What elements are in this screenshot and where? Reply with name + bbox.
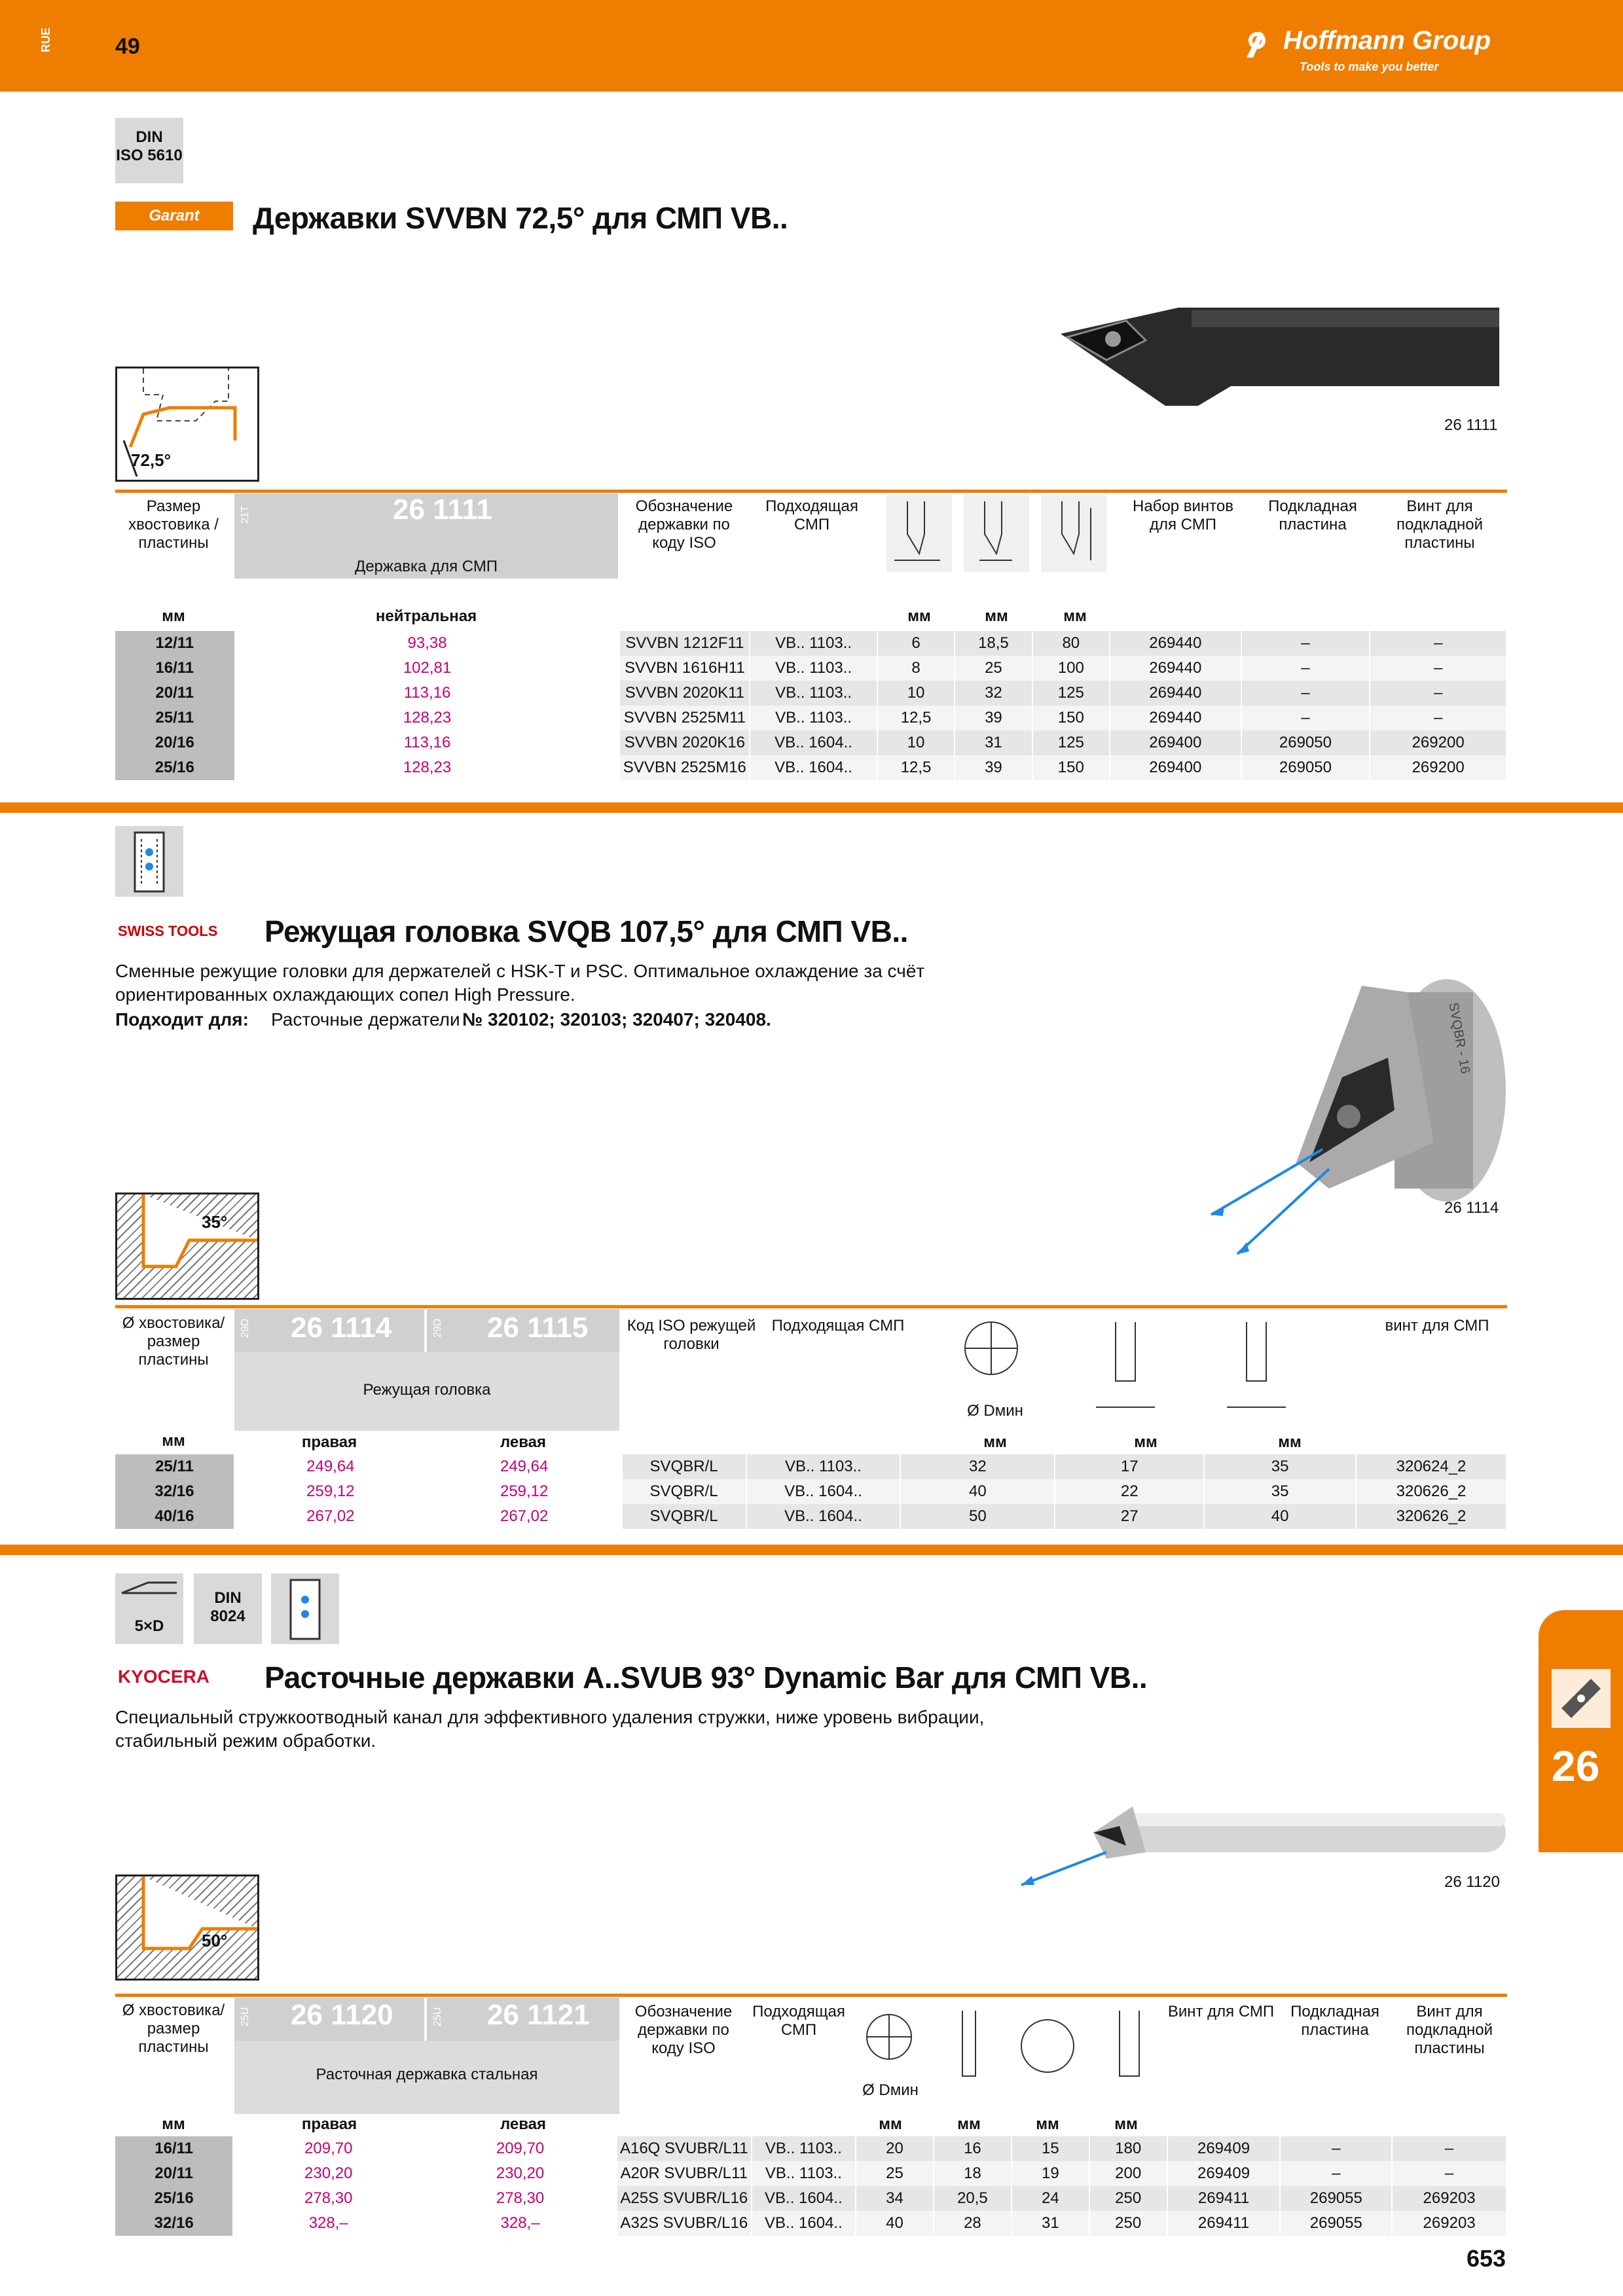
variant-neutral: нейтральная <box>375 607 477 625</box>
fits-text: Расточные держатели <box>271 1009 460 1030</box>
size-cell: 40/16 <box>115 1504 234 1529</box>
table-cell: 250 <box>1089 2211 1167 2236</box>
table-cell: A32S SVUBR/L16 <box>617 2211 752 2236</box>
price-cell: 113,16 <box>235 681 620 706</box>
table-cell: 25 <box>856 2161 934 2186</box>
col-unit: мм <box>1278 1433 1302 1451</box>
norm-line: DIN <box>136 128 163 146</box>
table-cell: – <box>1370 656 1506 681</box>
table-cell: VB.. 1103.. <box>746 1454 901 1479</box>
col-header-insert: Подходящая СМП <box>771 1317 905 1335</box>
section-title: Режущая головка SVQB 107,5° для СМП VB.. <box>264 914 908 948</box>
table-row <box>115 706 1506 730</box>
size-cell: 16/11 <box>115 2136 233 2161</box>
table-cell: 15 <box>1012 2136 1089 2161</box>
article-code: 26 1111 <box>393 493 492 526</box>
table-cell: 34 <box>856 2186 934 2211</box>
table-cell: – <box>1392 2136 1506 2161</box>
table-cell: SVVBN 1616H11 <box>619 656 750 681</box>
table-cell: – <box>1241 706 1370 730</box>
table-cell: 16 <box>934 2136 1012 2161</box>
table-cell: – <box>1280 2161 1392 2186</box>
table-top-rule <box>115 1994 1507 1997</box>
size-cell: 20/16 <box>115 730 235 755</box>
col-header-size: Ø хвостовика/ размер пластины <box>122 2001 225 2056</box>
table-cell: 22 <box>1055 1479 1204 1504</box>
table-cell: 269400 <box>1110 730 1241 755</box>
table-cell: – <box>1370 631 1506 656</box>
table-cell: VB.. 1604.. <box>750 730 877 755</box>
table-row <box>115 1454 1506 1479</box>
price-cell: 278,30 <box>424 2186 617 2211</box>
chapter-tab[interactable] <box>1539 1610 1623 1852</box>
table-cell: 20 <box>856 2136 934 2161</box>
norm-line: DIN <box>214 1589 242 1607</box>
price-cell: 230,20 <box>233 2161 424 2186</box>
insert-icon <box>1552 1669 1611 1728</box>
variant-left: левая <box>500 1433 547 1451</box>
table-cell: VB.. 1103.. <box>752 2161 856 2186</box>
table-cell: 12,5 <box>877 706 955 730</box>
col-header-iso: Обозначение державки по коду ISO <box>634 2003 733 2057</box>
col-unit: мм <box>162 1432 185 1450</box>
size-cell: 25/11 <box>115 1454 234 1479</box>
price-cell: 128,23 <box>235 755 620 780</box>
table-cell: 39 <box>955 755 1032 780</box>
table-cell: 17 <box>1055 1454 1204 1479</box>
variant-left: левая <box>500 2115 547 2133</box>
table-cell: 32 <box>955 681 1032 706</box>
hoffmann-logo-icon <box>1244 25 1281 62</box>
table-cell: VB.. 1604.. <box>746 1479 901 1504</box>
table-cell: 269203 <box>1392 2211 1506 2236</box>
table-cell: 24 <box>1012 2186 1089 2211</box>
size-cell: 32/16 <box>115 1479 234 1504</box>
table-top-rule <box>115 1305 1507 1308</box>
table-cell: SVQBR/L <box>622 1504 746 1529</box>
spec-table-1 <box>115 631 1507 780</box>
language-code: RUE <box>39 27 52 52</box>
swisstools-brand-logo: SWISS TOOLS <box>118 923 218 939</box>
table-cell: 40 <box>1204 1504 1356 1529</box>
table-cell: 31 <box>1012 2211 1089 2236</box>
table-row <box>115 2211 1506 2236</box>
table-cell: VB.. 1103.. <box>750 656 877 681</box>
table-row <box>115 656 1506 681</box>
table-cell: SVVBN 2020K16 <box>619 730 750 755</box>
brand-name: Hoffmann Group <box>1283 26 1491 55</box>
col-unit: мм <box>879 2115 902 2133</box>
price-cell: 102,81 <box>235 656 620 681</box>
table-cell: 269411 <box>1167 2211 1281 2236</box>
table-cell: VB.. 1103.. <box>750 706 877 730</box>
angle-label: 50° <box>202 1931 228 1950</box>
table-row <box>115 1504 1506 1529</box>
table-row <box>115 755 1506 780</box>
table-cell: 269440 <box>1110 631 1241 656</box>
col-header-screws: Набор винтов для СМП <box>1132 497 1234 533</box>
table-cell: 269440 <box>1110 681 1241 706</box>
article-subtitle: Расточная державка стальная <box>316 2066 538 2083</box>
table-cell: VB.. 1604.. <box>752 2211 856 2236</box>
coolant-icon <box>115 826 183 897</box>
boring-bar-image <box>1015 1787 1512 1892</box>
table-cell: SVVBN 2020K11 <box>619 681 750 706</box>
table-cell: 180 <box>1089 2136 1167 2161</box>
col-unit: мм <box>1036 2115 1059 2133</box>
col-header-dmin: Ø Dмин <box>967 1402 1023 1420</box>
chapter-number: 26 <box>1552 1742 1600 1790</box>
table-cell: VB.. 1103.. <box>752 2136 856 2161</box>
table-cell: – <box>1280 2136 1392 2161</box>
table-cell: SVVBN 1212F11 <box>619 631 750 656</box>
table-row <box>115 631 1506 656</box>
size-cell: 20/11 <box>115 2161 233 2186</box>
table-row <box>115 2161 1506 2186</box>
table-cell: – <box>1370 706 1506 730</box>
table-row <box>115 2136 1506 2161</box>
table-cell: 250 <box>1089 2186 1167 2211</box>
article-code: 26 1115 <box>487 1312 589 1344</box>
table-cell: 40 <box>900 1479 1055 1504</box>
price-cell: 113,16 <box>235 730 620 755</box>
garant-brand-logo: Garant <box>115 202 233 230</box>
table-cell: 269203 <box>1392 2186 1506 2211</box>
col-unit: мм <box>957 2115 981 2133</box>
price-cell: 230,20 <box>424 2161 617 2186</box>
col-unit: мм <box>1114 2115 1138 2133</box>
price-cell: 93,38 <box>235 631 620 656</box>
table-cell: 269409 <box>1167 2161 1281 2186</box>
table-top-rule <box>115 490 1507 493</box>
table-cell: 320624_2 <box>1356 1454 1506 1479</box>
price-cell: 328,– <box>424 2211 617 2236</box>
angle-label: 35° <box>202 1212 228 1232</box>
page-number: 653 <box>1467 2245 1506 2272</box>
table-cell: 35 <box>1204 1454 1356 1479</box>
size-cell: 12/11 <box>115 631 235 656</box>
table-cell: 269400 <box>1110 755 1241 780</box>
col-unit: мм <box>983 1433 1007 1451</box>
col-header-shim: Подкладная пластина <box>1290 2003 1379 2039</box>
section-separator <box>0 1545 1623 1555</box>
table-cell: 150 <box>1032 706 1110 730</box>
table-cell: 269050 <box>1241 730 1370 755</box>
table-row <box>115 730 1506 755</box>
table-cell: 8 <box>877 656 955 681</box>
price-cell: 267,02 <box>234 1504 427 1529</box>
table-cell: 10 <box>877 681 955 706</box>
coolant-icon <box>271 1573 339 1644</box>
image-caption: 26 1120 <box>1444 1873 1500 1891</box>
section-title: Расточные державки A..SVUB 93° Dynamic Bar для СМП VB.. <box>264 1660 1148 1695</box>
col-header-iso: Код ISO режущей головки <box>627 1317 756 1353</box>
table-cell: SVQBR/L <box>622 1479 746 1504</box>
table-cell: VB.. 1604.. <box>752 2186 856 2211</box>
table-cell: VB.. 1604.. <box>746 1504 901 1529</box>
table-cell: SVQBR/L <box>622 1454 746 1479</box>
cutting-angle-diagram <box>115 1874 259 1981</box>
description-line: Специальный стружкоотводный канал для эффективного удаления стружки, ниже уровень вибрации, <box>115 1707 985 1727</box>
price-cell: 128,23 <box>235 706 620 730</box>
table-cell: 269055 <box>1280 2186 1392 2211</box>
table-cell: 6 <box>877 631 955 656</box>
col-unit: мм <box>1134 1433 1158 1451</box>
table-row <box>115 1479 1506 1504</box>
brand-tagline: Tools to make you better <box>1300 60 1439 73</box>
table-cell: 269055 <box>1280 2211 1392 2236</box>
col-unit: мм <box>162 607 185 625</box>
table-cell: VB.. 1103.. <box>750 681 877 706</box>
table-cell: 269440 <box>1110 656 1241 681</box>
table-cell: VB.. 1604.. <box>750 755 877 780</box>
table-cell: 32 <box>900 1454 1055 1479</box>
table-row <box>115 2186 1506 2211</box>
section-page-number: 49 <box>115 34 140 59</box>
image-caption: 26 1114 <box>1444 1199 1499 1217</box>
description-line: стабильный режим обработки. <box>115 1731 376 1751</box>
table-cell: 50 <box>900 1504 1055 1529</box>
col-header-size: Ø хвостовика/ размер пластины <box>122 1314 225 1369</box>
table-cell: 18 <box>934 2161 1012 2186</box>
article-subtitle: Режущая головка <box>363 1381 491 1399</box>
table-cell: 25 <box>955 656 1032 681</box>
table-cell: 27 <box>1055 1504 1204 1529</box>
table-cell: 28 <box>934 2211 1012 2236</box>
kyocera-brand-logo: KYOCERA <box>118 1666 210 1687</box>
article-subtitle: Державка для СМП <box>354 558 498 575</box>
table-cell: 10 <box>877 730 955 755</box>
table-cell: 40 <box>856 2211 934 2236</box>
table-cell: 269200 <box>1370 755 1506 780</box>
table-row <box>115 681 1506 706</box>
price-cell: 209,70 <box>233 2136 424 2161</box>
col-unit: мм <box>985 607 1008 625</box>
head-engraving: SVQBR - 16 <box>1446 1001 1473 1075</box>
article-code-tag: 21T <box>240 505 251 524</box>
table-cell: 320626_2 <box>1356 1479 1506 1504</box>
image-caption: 26 1111 <box>1444 416 1498 434</box>
price-cell: 259,12 <box>427 1479 622 1504</box>
size-cell: 25/16 <box>115 755 235 780</box>
price-cell: 209,70 <box>424 2136 617 2161</box>
table-cell: SVVBN 2525M16 <box>619 755 750 780</box>
table-cell: 31 <box>955 730 1032 755</box>
table-cell: – <box>1370 681 1506 706</box>
col-header-insert: Подходящая СМП <box>752 2003 845 2039</box>
col-header-shim: Подкладная пластина <box>1268 497 1357 533</box>
norm-line: ISO 5610 <box>116 147 183 164</box>
size-cell: 25/16 <box>115 2186 233 2211</box>
size-cell: 20/11 <box>115 681 235 706</box>
col-header-insert: Подходящая СМП <box>765 497 858 533</box>
price-cell: 259,12 <box>234 1479 427 1504</box>
table-cell: 100 <box>1032 656 1110 681</box>
table-cell: 320626_2 <box>1356 1504 1506 1529</box>
spec-table-2 <box>115 1454 1507 1529</box>
table-cell: – <box>1241 631 1370 656</box>
col-unit: мм <box>907 607 931 625</box>
depth-icon <box>115 1573 183 1644</box>
section-separator <box>0 802 1623 813</box>
col-unit: мм <box>162 2115 185 2133</box>
table-cell: A20R SVUBR/L11 <box>617 2161 752 2186</box>
cutting-angle-diagram <box>115 1193 259 1300</box>
table-cell: A16Q SVUBR/L11 <box>617 2136 752 2161</box>
table-cell: 269050 <box>1241 755 1370 780</box>
col-header-screw: винт для СМП <box>1385 1317 1489 1335</box>
spec-table-3 <box>115 2136 1507 2236</box>
col-header-screw: Винт для СМП <box>1167 2003 1275 2020</box>
table-cell: 20,5 <box>934 2186 1012 2211</box>
article-code-tag: 29D <box>240 1318 251 1338</box>
article-code: 26 1121 <box>487 1999 590 2031</box>
table-cell: 39 <box>955 706 1032 730</box>
table-cell: 125 <box>1032 681 1110 706</box>
price-cell: 249,64 <box>234 1454 427 1479</box>
norm-line: 8024 <box>210 1607 246 1625</box>
section-title: Державки SVVBN 72,5° для СМП VB.. <box>253 201 788 235</box>
norm-badge <box>194 1573 262 1644</box>
table-cell: 269440 <box>1110 706 1241 730</box>
table-cell: 200 <box>1089 2161 1167 2186</box>
table-cell: 269409 <box>1167 2136 1281 2161</box>
description-line: ориентированных охлаждающих сопел High Pressure. <box>115 984 575 1005</box>
table-cell: 269200 <box>1370 730 1506 755</box>
table-cell: 35 <box>1204 1479 1356 1504</box>
norm-badge <box>115 118 183 183</box>
price-cell: 249,64 <box>427 1454 622 1479</box>
article-code-tag: 29D <box>432 1318 443 1338</box>
size-cell: 25/11 <box>115 706 235 730</box>
article-code-tag: 25U <box>432 2007 443 2026</box>
price-cell: 267,02 <box>427 1504 622 1529</box>
fits-numbers: № 320102; 320103; 320407; 320408. <box>462 1009 771 1030</box>
col-header-iso: Обозначение державки по коду ISO <box>635 497 733 552</box>
table-cell: – <box>1241 656 1370 681</box>
price-cell: 278,30 <box>233 2186 424 2211</box>
table-cell: 80 <box>1032 631 1110 656</box>
table-cell: VB.. 1103.. <box>750 631 877 656</box>
col-header-size: Размер хвостовика / пластины <box>128 497 219 552</box>
col-header-shim-screw: Винт для подкладной пластины <box>1396 497 1483 552</box>
tool-holder-image <box>1048 301 1512 412</box>
table-cell: A25S SVUBR/L16 <box>617 2186 752 2211</box>
price-cell: 328,– <box>233 2211 424 2236</box>
table-cell: 125 <box>1032 730 1110 755</box>
col-unit: мм <box>1063 607 1087 625</box>
table-cell: 12,5 <box>877 755 955 780</box>
size-cell: 16/11 <box>115 656 235 681</box>
size-cell: 32/16 <box>115 2211 233 2236</box>
article-code-tag: 25U <box>240 2007 251 2026</box>
dimension-icons <box>881 495 1117 573</box>
table-cell: – <box>1392 2161 1506 2186</box>
table-cell: SVVBN 2525M11 <box>619 706 750 730</box>
fits-label: Подходит для: <box>115 1009 249 1030</box>
angle-label: 72,5° <box>131 450 172 470</box>
variant-right: правая <box>301 2115 357 2133</box>
table-cell: – <box>1241 681 1370 706</box>
table-cell: 150 <box>1032 755 1110 780</box>
description-line: Сменные режущие головки для держателей с HSK-T и PSC. Оптимальное охлаждение за счёт <box>115 961 925 981</box>
col-header-shim-screw: Винт для подкладной пластины <box>1406 2003 1493 2057</box>
col-header-dmin: Ø Dмин <box>862 2081 919 2099</box>
table-cell: 269411 <box>1167 2186 1281 2211</box>
table-cell: 19 <box>1012 2161 1089 2186</box>
table-cell: 18,5 <box>955 631 1032 656</box>
variant-right: правая <box>301 1433 357 1451</box>
article-code: 26 1114 <box>291 1312 392 1344</box>
article-code: 26 1120 <box>291 1999 393 2031</box>
depth-label: 5×D <box>134 1617 164 1635</box>
